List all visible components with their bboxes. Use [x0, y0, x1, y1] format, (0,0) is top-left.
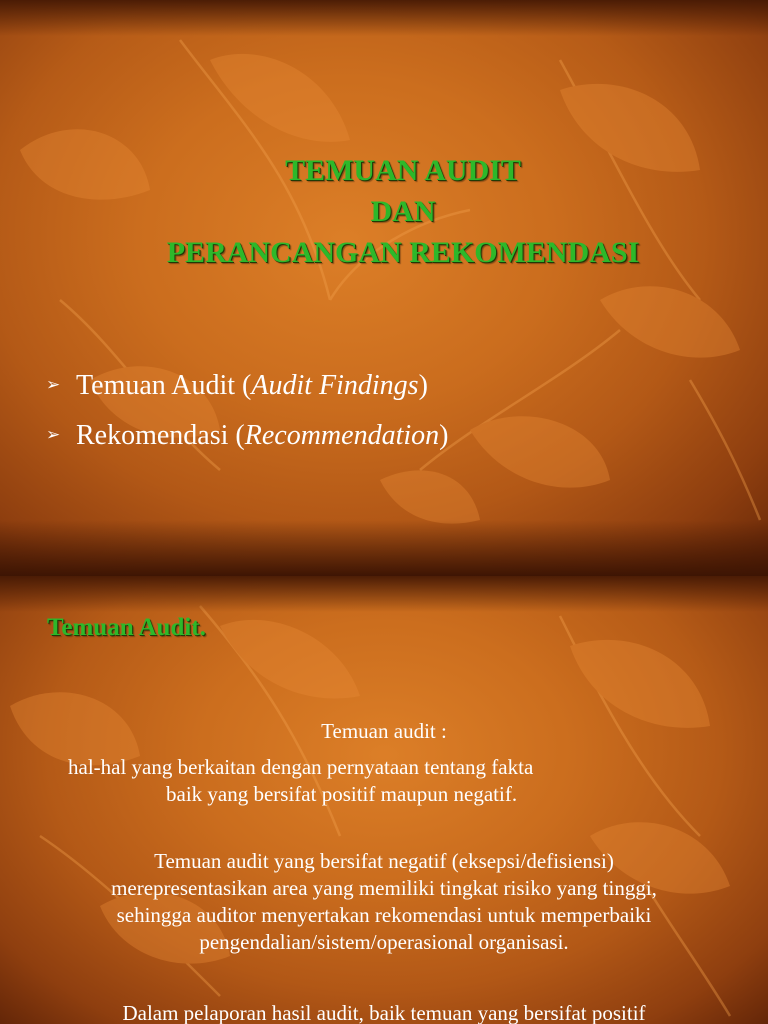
- bullet-item: [46, 360, 448, 410]
- paragraph-line-2: merepresentasikan area yang memiliki tingkat risiko yang tinggi,: [111, 876, 657, 900]
- arrow-bullet-icon: ➢: [46, 375, 61, 394]
- paragraph-line-4: pengendalian/sistem/operasional organisasi.: [199, 930, 569, 954]
- bullet-close: ): [418, 370, 428, 401]
- title-line-1: TEMUAN AUDIT: [285, 154, 521, 187]
- bullet-item: [46, 410, 448, 460]
- partial-paragraph-line: Dalam pelaporan hasil audit, baik temuan yang bersifat positif: [122, 1001, 646, 1024]
- slide-title-heading: [0, 150, 768, 273]
- arrow-bullet-icon: ➢: [46, 425, 61, 444]
- bullet-italic-text: Recommendation: [244, 420, 440, 451]
- title-line-3: PERANCANGAN REKOMENDASI: [166, 236, 640, 269]
- definition-line-1: hal-hal yang berkaitan dengan pernyataan tentang fakta: [68, 755, 534, 779]
- section-heading: Temuan Audit.: [47, 614, 206, 641]
- bullet-text: Rekomendasi (: [76, 420, 245, 451]
- bullet-italic-text: Audit Findings: [251, 370, 419, 401]
- bullet-text: Temuan Audit (: [76, 370, 252, 401]
- paragraph-line-3: sehingga auditor menyertakan rekomendasi untuk memperbaiki: [116, 903, 652, 927]
- title-line-2: DAN: [370, 195, 436, 228]
- definition-line-2: baik yang bersifat positif maupun negatif.: [166, 782, 518, 806]
- topic-bullet-list: [46, 360, 448, 460]
- paragraph-line-1: Temuan audit yang bersifat negatif (eksepsi/defisiensi): [154, 849, 614, 873]
- bullet-close: ): [439, 420, 449, 451]
- slide-temuan-audit: [0, 576, 768, 1024]
- definition-label: Temuan audit :: [321, 719, 447, 743]
